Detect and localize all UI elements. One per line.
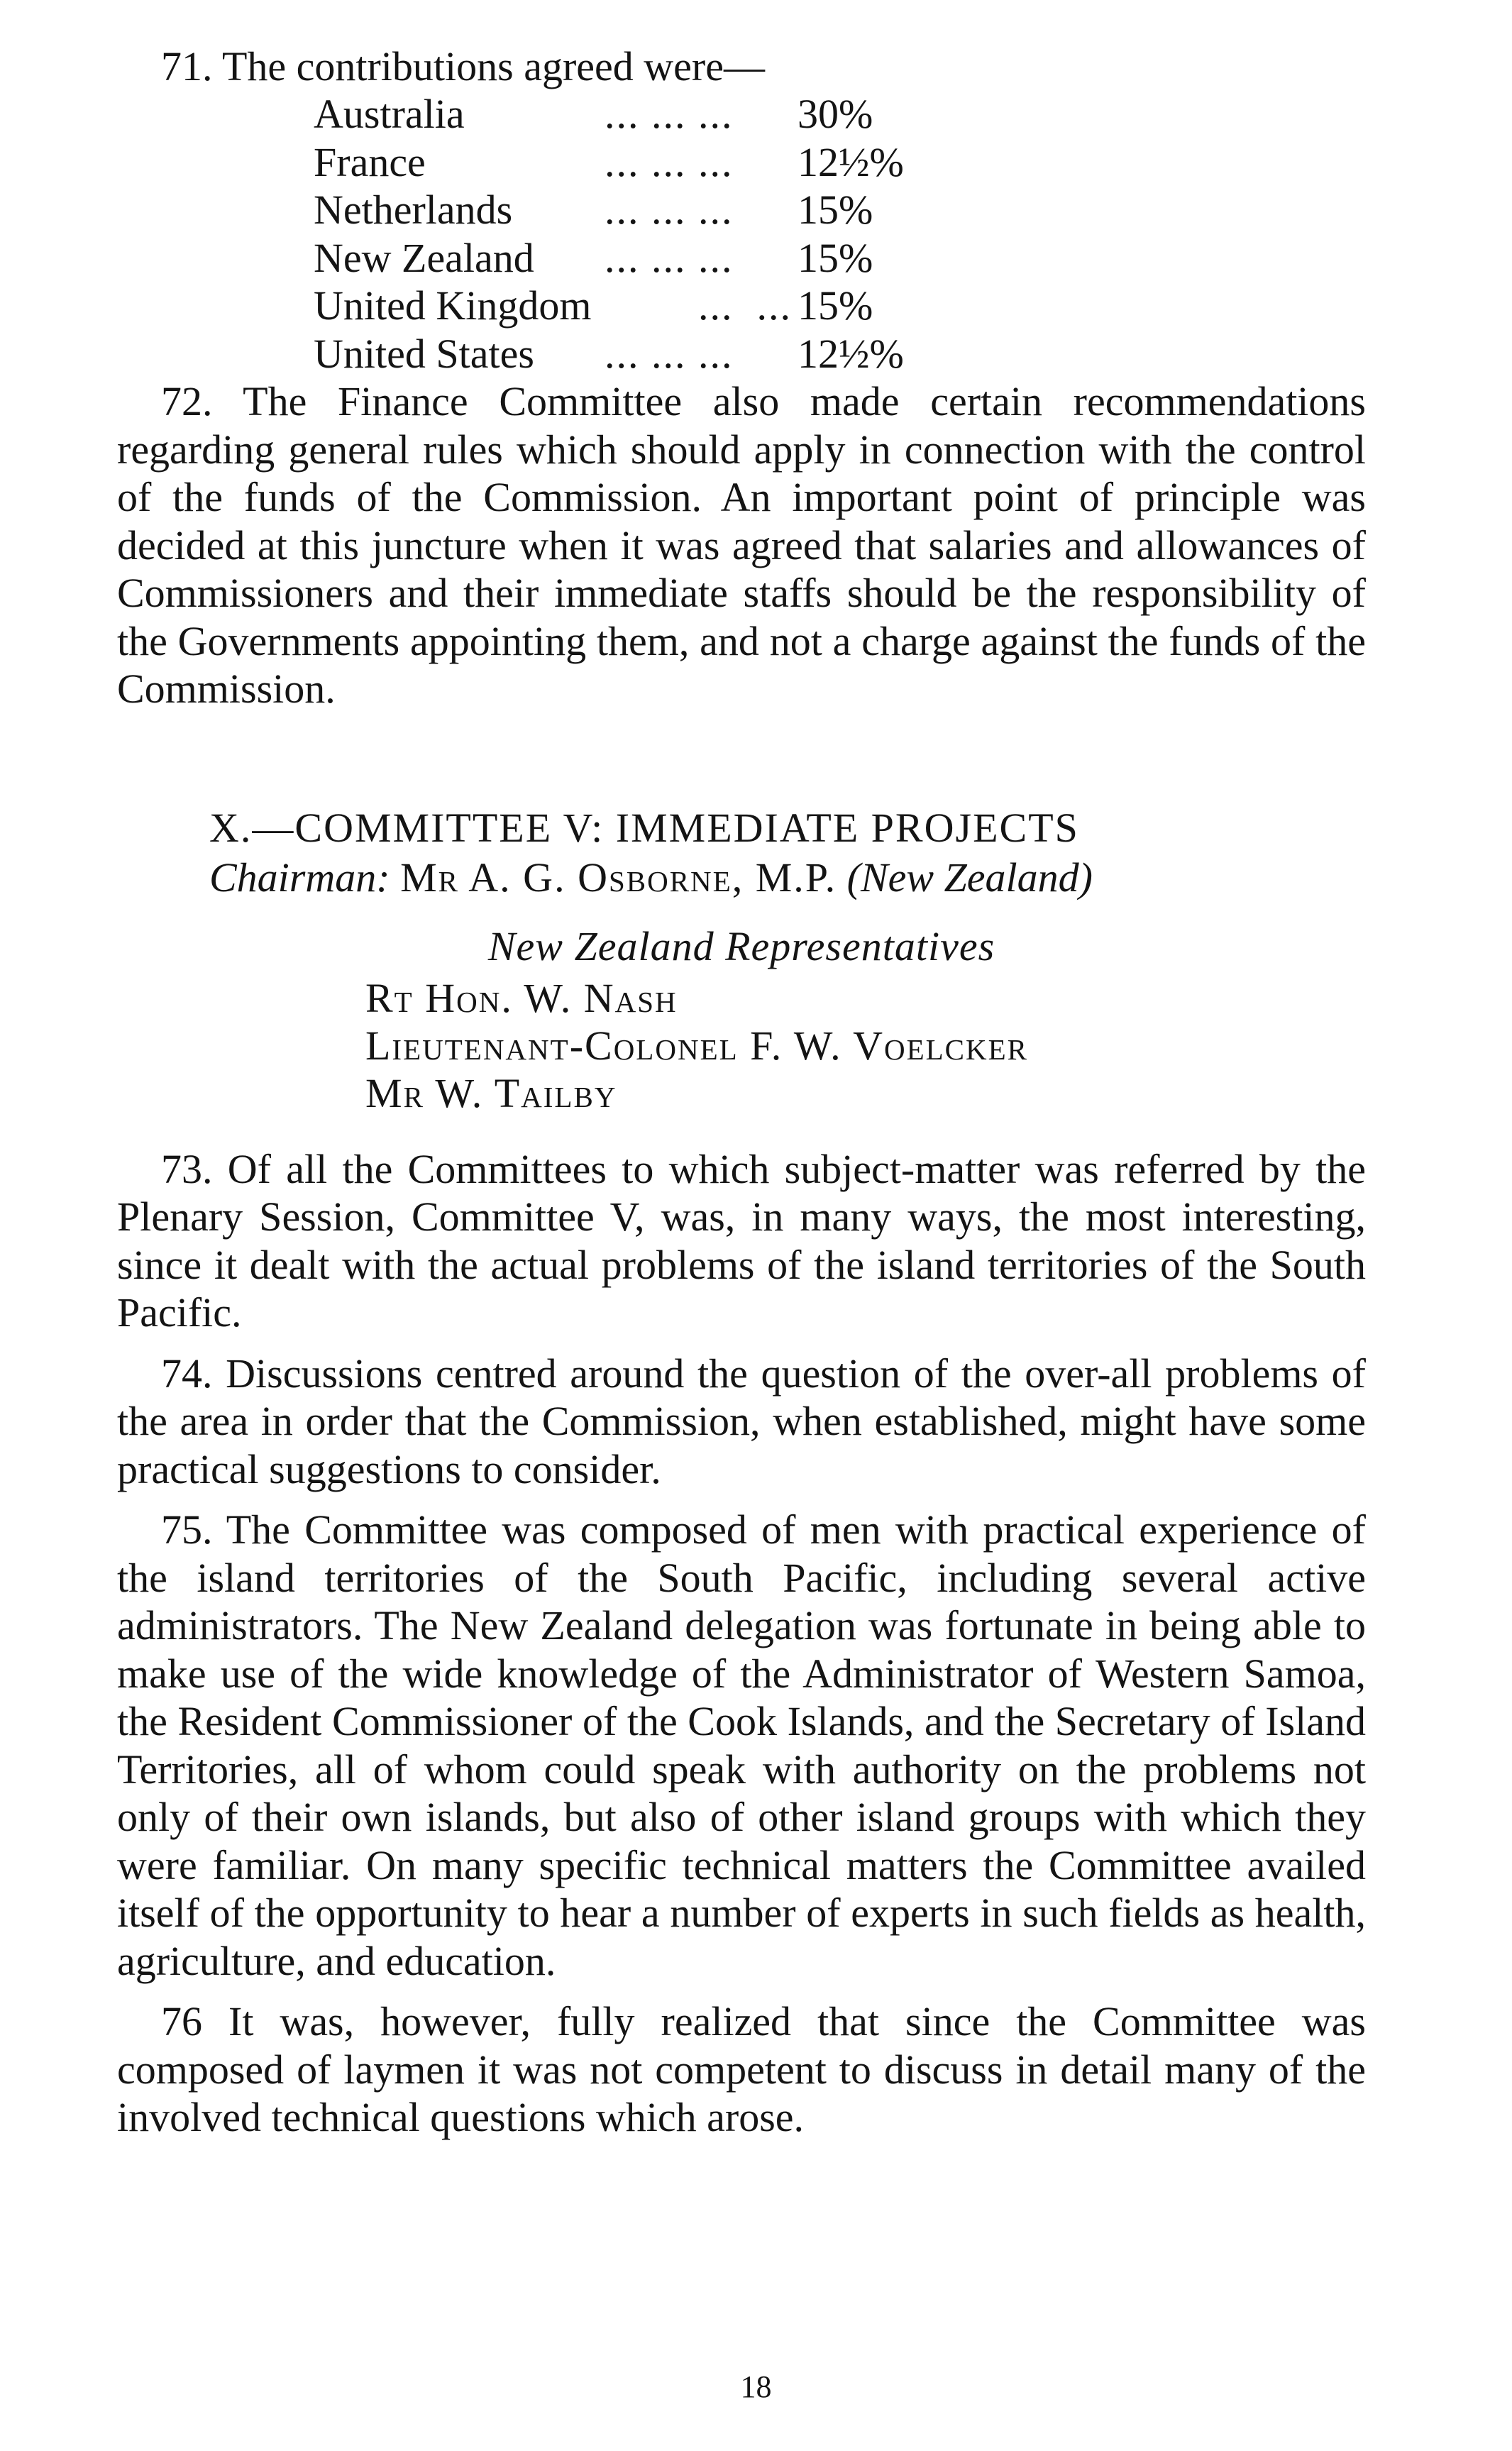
- table-row: [314, 138, 904, 187]
- leader-dots: ... ... ...: [605, 138, 734, 185]
- contributions-table: [314, 90, 904, 378]
- contribution-percent: 30%: [798, 91, 873, 137]
- chairman-label: Chairman:: [209, 854, 390, 900]
- table-row: [314, 90, 904, 138]
- table-row: [314, 234, 904, 282]
- leader-dots: ... ...: [605, 282, 792, 329]
- contribution-percent: 15%: [798, 282, 873, 329]
- chairman-line: [209, 854, 1366, 902]
- list-item: Rt Hon. W. Nash: [365, 974, 678, 1021]
- contribution-percent: 12½%: [798, 138, 904, 185]
- contribution-percent: 15%: [798, 234, 873, 281]
- representatives-list: [365, 974, 1366, 1117]
- country-name: United States: [314, 330, 534, 377]
- chairman-name: Mr A. G. Osborne, M.P.: [400, 854, 837, 900]
- page-number: 18: [740, 2369, 772, 2404]
- para-71-intro: 71. The contributions agreed were—: [161, 43, 765, 89]
- country-name: United Kingdom: [314, 282, 592, 329]
- para-72: 72. The Finance Committee also made certain recommendations regarding general rules which should apply in connection with the control of the funds of the Commission. An important point of principle was decided at this juncture when it was agreed that salaries and allowances of Commissioners and their immediate staffs should be the responsibility of the Governments appointing them, and not a charge against the funds of the Commission.: [117, 378, 1366, 712]
- list-item: Mr W. Tailby: [365, 1069, 617, 1116]
- country-name: France: [314, 138, 426, 185]
- para-73: 73. Of all the Committees to which subject-matter was referred by the Plenary Session, Committee V, was, in many ways, the most interesting, since it dealt with the actual problems of the island territories of the South Pacific.: [117, 1145, 1366, 1335]
- country-name: Australia: [314, 91, 465, 137]
- page-content: [117, 43, 1366, 2142]
- table-row: [314, 330, 904, 378]
- para-76: 76 It was, however, fully realized that since the Committee was composed of laymen it was not competent to discuss in detail many of the involved technical questions which arose.: [117, 1998, 1366, 2140]
- section-heading: X.—COMMITTEE V: IMMEDIATE PROJECTS: [209, 804, 1079, 851]
- chairman-country: (New Zealand): [846, 854, 1093, 900]
- list-item: Lieutenant-Colonel F. W. Voelcker: [365, 1022, 1029, 1069]
- contribution-percent: 15%: [798, 187, 873, 233]
- country-name: New Zealand: [314, 234, 534, 281]
- leader-dots: ... ... ...: [605, 91, 734, 137]
- contribution-percent: 12½%: [798, 330, 904, 377]
- para-74: 74. Discussions centred around the question of the over-all problems of the area in order that the Commission, when established, might have some practical suggestions to consider.: [117, 1350, 1366, 1492]
- para-75: 75. The Committee was composed of men with practical experience of the island territories of the South Pacific, including several active administrators. The New Zealand delegation was fortunate in being able to make use of the wide knowledge of the Administrator of Western Samoa, the Resident Commissioner of the Cook Islands, and the Secretary of Island Territories, all of whom could speak with authority on the problems not only of their own islands, but also of other island groups with which they were familiar. On many specific technical matters the Committee availed itself of the opportunity to hear a number of experts in such fields as health, agriculture, and education.: [117, 1507, 1366, 1984]
- country-name: Netherlands: [314, 187, 513, 233]
- table-row: [314, 282, 904, 330]
- table-row: [314, 186, 904, 234]
- leader-dots: ... ... ...: [605, 187, 734, 233]
- representatives-title: New Zealand Representatives: [487, 922, 995, 969]
- leader-dots: ... ... ...: [605, 234, 734, 281]
- leader-dots: ... ... ...: [605, 330, 734, 377]
